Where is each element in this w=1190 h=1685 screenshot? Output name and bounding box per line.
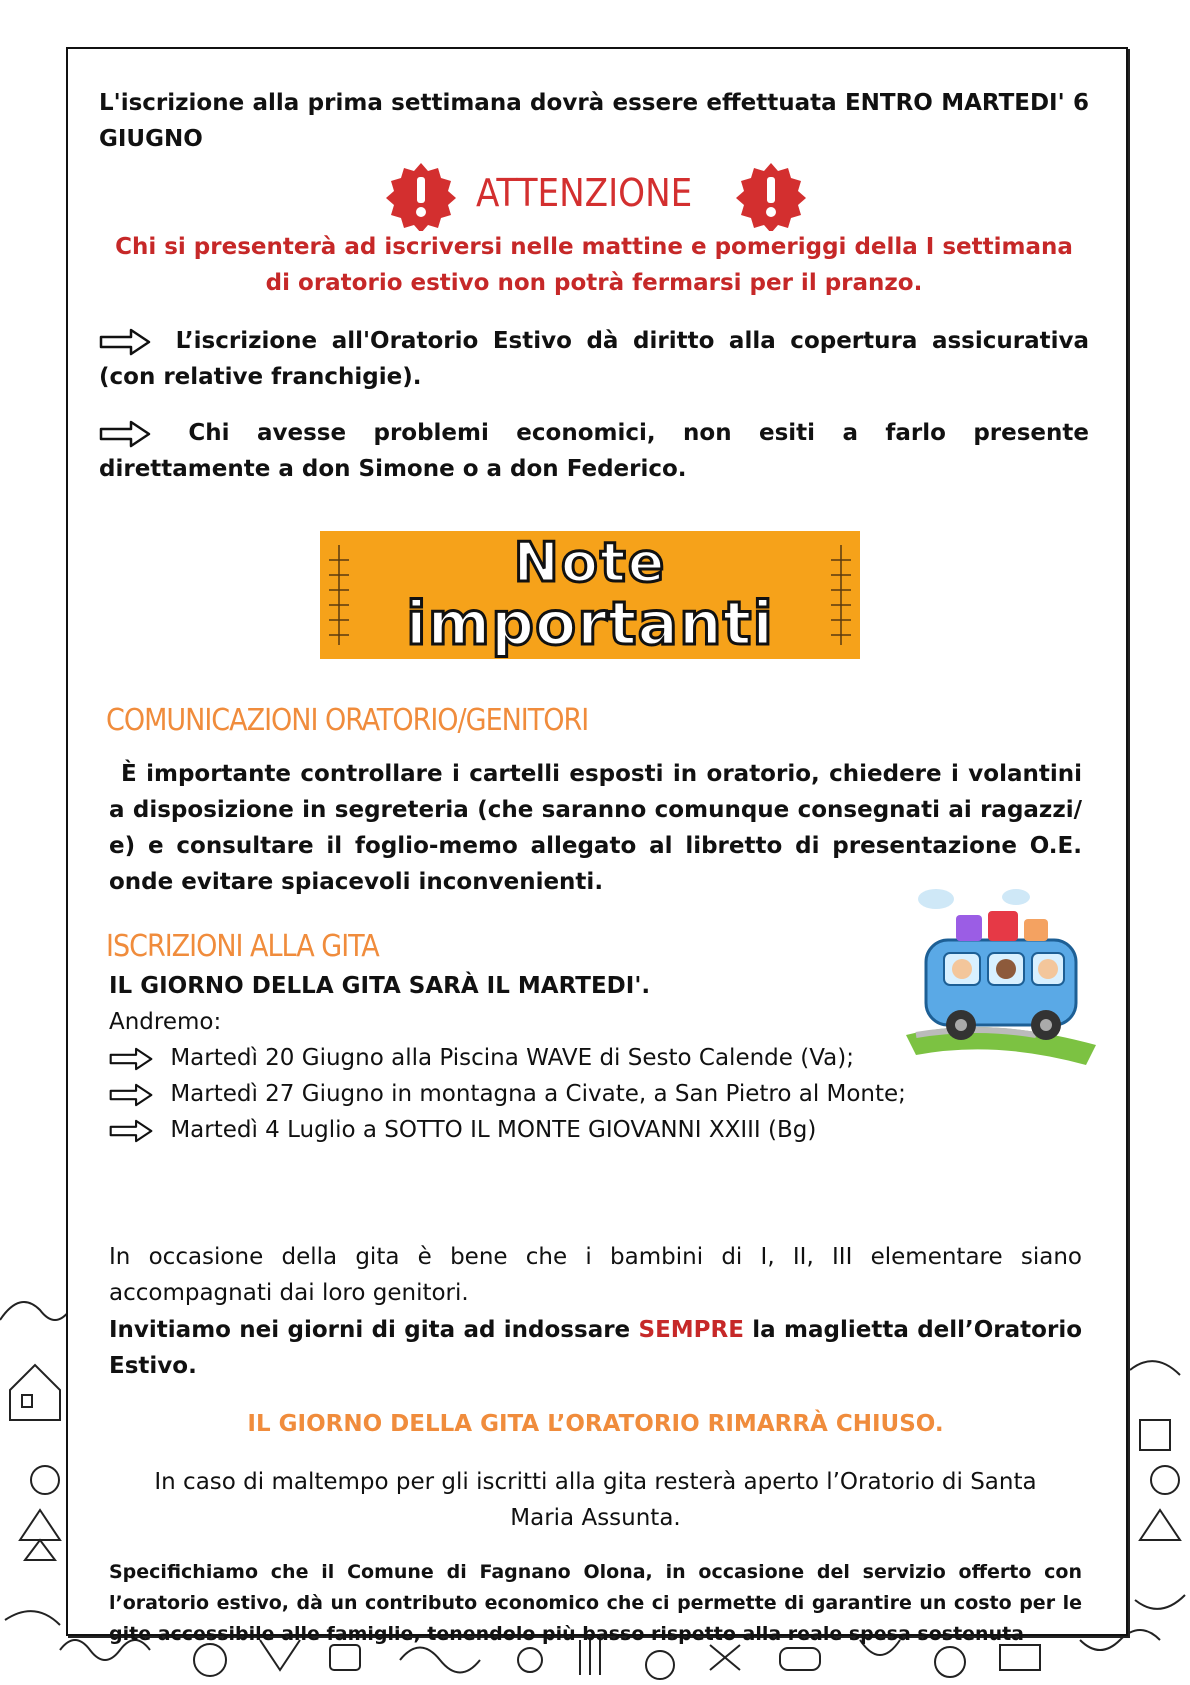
bullet-economic <box>99 415 1089 487</box>
note-importanti-banner <box>320 531 860 659</box>
attention-header <box>386 161 816 231</box>
exclamation-badge-icon <box>736 161 806 231</box>
trip-item-text: Martedì 4 Luglio a SOTTO IL MONTE GIOVANNI XXIII (Bg) <box>170 1117 817 1143</box>
closed-notice: IL GIORNO DELLA GITA L’ORATORIO RIMARRÀ CHIUSO. <box>247 1411 944 1437</box>
attention-message: Chi si presenterà ad iscriversi nelle mattine e pomeriggi della I settimana di oratorio estivo non potrà fermarsi per il pranzo. <box>115 234 1073 296</box>
arrow-right-icon <box>99 420 151 448</box>
gita-day-line: IL GIORNO DELLA GITA SARÀ IL MARTEDI'. <box>109 973 651 999</box>
gita-andremo: Andremo: <box>109 1009 222 1035</box>
trip-item <box>109 1112 1009 1148</box>
comune-notice: Specifichiamo che il Comune di Fagnano Olona, in occasione del servizio offerto con l’oratorio estivo, dà un contributo economico che ci permette di garantire un costo per le gite accessibile alle famiglie, tenendolo più basso rispetto alla reale spesa sostenuta <box>109 1561 1082 1645</box>
trip-item <box>109 1040 929 1076</box>
arrow-right-icon <box>99 328 151 356</box>
arrow-right-icon <box>109 1119 153 1143</box>
attention-title: ATTENZIONE <box>476 171 693 215</box>
accompany-text: In occasione della gita è bene che i bambini di I, II, III elementare siano accompagnati dai loro genitori. <box>109 1244 1082 1306</box>
tshirt-text <box>109 1312 1082 1384</box>
trip-item-text: Martedì 20 Giugno alla Piscina WAVE di Sesto Calende (Va); <box>170 1045 854 1071</box>
banner-line-1: Note <box>513 531 667 594</box>
trip-item <box>109 1076 1009 1112</box>
comunicazioni-text: È importante controllare i cartelli esposti in oratorio, chiedere i volantini a disposizione in segreteria (che saranno comunque consegnati ai ragazzi/ e) e consultare il foglio-memo allegato al libretto di presentazione O.E. onde evitare spiacevoli inconvenienti. <box>109 761 1082 895</box>
arrow-right-icon <box>109 1047 153 1071</box>
bullet-economic-text: Chi avesse problemi economici, non esiti a farlo presente direttamente a don Simone o a don Federico. <box>99 420 1090 482</box>
bullet-insurance-text: L’iscrizione all'Oratorio Estivo dà diritto alla copertura assicurativa (con relative franchigie). <box>99 328 1089 390</box>
bullet-insurance <box>99 323 1089 395</box>
banner-line-2: importanti <box>406 589 774 659</box>
tshirt-highlight: SEMPRE <box>638 1317 744 1343</box>
trip-item-text: Martedì 27 Giugno in montagna a Civate, a San Pietro al Monte; <box>170 1081 906 1107</box>
exclamation-badge-icon <box>386 161 456 231</box>
arrow-right-icon <box>109 1083 153 1107</box>
rain-notice: In caso di maltempo per gli iscritti alla gita resterà aperto l’Oratorio di Santa Maria Assunta. <box>154 1469 1037 1531</box>
heading-comunicazioni: COMUNICAZIONI ORATORIO/GENITORI <box>106 703 589 738</box>
tshirt-text-before: Invitiamo nei giorni di gita ad indossare <box>109 1317 639 1343</box>
intro-text: L'iscrizione alla prima settimana dovrà essere effettuata ENTRO MARTEDI' 6 GIUGNO <box>99 90 1089 152</box>
heading-gita: ISCRIZIONI ALLA GITA <box>106 929 379 964</box>
tshirt-text-after: la maglietta dell’Oratorio Estivo. <box>109 1317 1082 1379</box>
notice-card <box>66 47 1128 1645</box>
